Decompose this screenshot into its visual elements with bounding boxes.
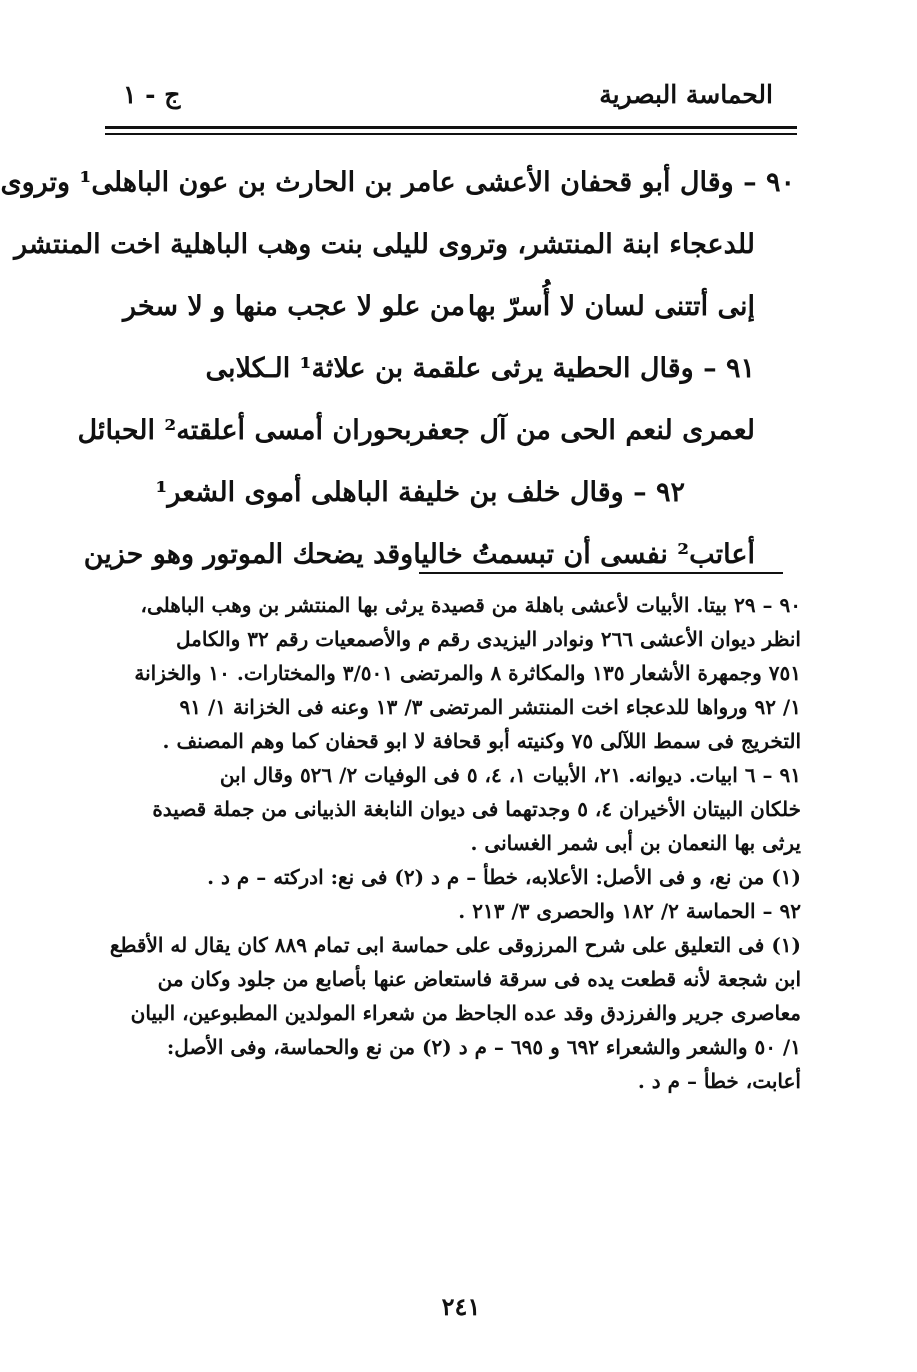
page-number: ٢٤١ xyxy=(441,1292,481,1321)
poem-intro-90-cont xyxy=(14,214,795,276)
poem-intro-91 xyxy=(123,338,795,400)
header-rule-thin xyxy=(105,133,797,135)
verse-91-first-hemistich: لعمرى لنعم الحى من آل جعفر xyxy=(411,415,755,446)
note-line: ٩٠ – ٢٩ بيتا. الأبيات لأعشى باهلة من قصيدة يرثى بها المنتشر بن وهب الباهلى، xyxy=(140,593,801,617)
intro-91-text: ٩١ – وقال الحطية يرثى علقمة بن علاثة¹ الـكلابى xyxy=(205,353,755,384)
main-text xyxy=(0,152,795,586)
intro-90-cont-text: للدعجاء ابنة المنتشر، وتروى لليلى بنت وهب الباهلية اخت المنتشر xyxy=(14,229,755,260)
note-line: يرثى بها النعمان بن أبى شمر الغسانى . xyxy=(470,831,801,855)
note-line: (١) فى التعليق على شرح المرزوقى على حماسة ابى تمام ٨٨٩ كان يقال له الأقطع xyxy=(109,933,801,957)
verse-92 xyxy=(83,524,795,586)
verse-90-second-hemistich: من علو لا عجب منها و لا سخر xyxy=(123,291,465,322)
poem-intro-92 xyxy=(123,462,795,524)
poem-intro-90 xyxy=(0,152,795,214)
note-line: انظر ديوان الأعشى ٢٦٦ ونوادر اليزيدى رقم م والأصمعيات رقم ٣٢ والكامل xyxy=(176,627,801,651)
intro-92-text: ٩٢ – وقال خلف بن خليفة الباهلى أموى الشعر¹ xyxy=(155,477,685,508)
note-line: معاصرى جرير والفرزدق وقد عده الجاحظ من شعراء المولدين المطبوعين، البيان xyxy=(130,1001,801,1025)
footnotes xyxy=(109,588,801,1098)
note-line: ١/ ٩٢ ورواها للدعجاء اخت المنتشر المرتضى ٣/ ١٣ وعنه فى الخزانة ١/ ٩١ xyxy=(179,695,801,719)
verse-92-first-hemistich: أعاتب² نفسى أن تبسمتُ خاليا xyxy=(413,539,755,570)
intro-90-text: ٩٠ – وقال أبو قحفان الأعشى عامر بن الحارث بن عون الباهلى¹ وتروى xyxy=(0,167,795,198)
verse-90-first-hemistich: إنى أتتنى لسان لا أُسرّ بها xyxy=(467,291,755,322)
note-line: ٩٢ – الحماسة ٢/ ١٨٢ والحصرى ٣/ ٢١٣ . xyxy=(458,899,801,923)
header-volume: ج - ١ xyxy=(123,79,181,109)
note-line: ٩١ – ٦ ابيات. ديوانه. ٢١، الأبيات ١، ٤، ٥ فى الوفيات ٢/ ٥٢٦ وقال ابن xyxy=(219,763,801,787)
note-line: أعابت، خطأ – م د . xyxy=(637,1069,801,1093)
note-line: التخريج فى سمط اللآلى ٧٥ وكنيته أبو قحافة لا ابو قحفان كما وهم المصنف . xyxy=(162,729,801,753)
verse-90 xyxy=(123,276,795,338)
verse-91-second-hemistich: بحوران أمسى أعلقته² الحبائل xyxy=(77,415,412,446)
footnote-rule xyxy=(419,572,783,574)
note-line: (١) من نع، و فى الأصل: الأعلابه، خطأ – م د (٢) فى نع: ادركته – م د . xyxy=(207,865,801,889)
running-header xyxy=(123,72,773,116)
note-line: ١/ ٥٠ والشعر والشعراء ٦٩٢ و ٦٩٥ – م د (٢) من نع والحماسة، وفى الأصل: xyxy=(166,1035,801,1059)
header-title: الحماسة البصرية xyxy=(599,79,773,109)
header-rule-thick xyxy=(105,126,797,129)
verse-92-second-hemistich: وقد يضحك الموتور وهو حزين xyxy=(83,539,414,570)
verse-91 xyxy=(77,400,795,462)
note-line: خلكان البيتان الأخيران ٤، ٥ وجدتهما فى ديوان النابغة الذبيانى من جملة قصيدة xyxy=(152,797,801,821)
note-line: ٧٥١ وجمهرة الأشعار ١٣٥ والمكاثرة ٨ والمرتضى ٣/٥٠١ والمختارات. ١٠ والخزانة xyxy=(134,661,801,685)
note-line: ابن شجعة لأنه قطعت يده فى سرقة فاستعاض عنها بأصابع من جلود وكان من xyxy=(157,967,801,991)
